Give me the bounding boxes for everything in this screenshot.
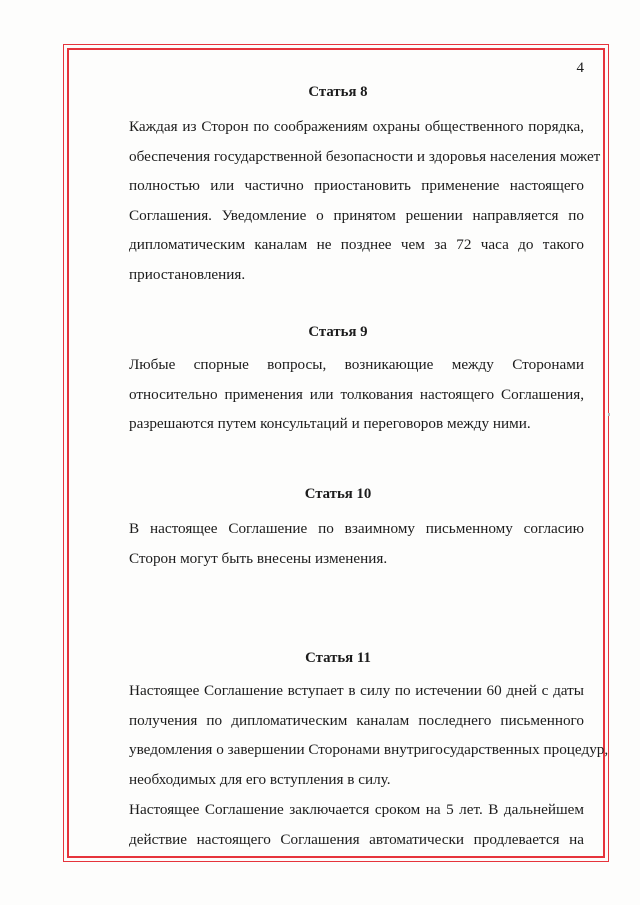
- article-8-line: дипломатическим каналам не позднее чем за 72 часа до такого: [129, 236, 584, 253]
- article-8-title: Статья 8: [308, 84, 368, 100]
- article-11-line: получения по дипломатическим каналам последнего письменного: [129, 711, 584, 729]
- article-11-title: Статья 11: [305, 650, 371, 666]
- article-11-line: Настоящее Соглашение заключается сроком на 5 лет. В дальнейшем: [129, 801, 584, 818]
- article-10-paragraph: [92, 514, 584, 573]
- article-9-paragraph: [92, 350, 584, 439]
- article-9-line: относительно применения или толкования настоящего Соглашения,: [129, 385, 584, 403]
- article-11-line: действие настоящего Соглашения автоматически продлевается на: [129, 830, 584, 848]
- article-10-title: Статья 10: [304, 486, 372, 502]
- article-9-line: Любые спорные вопросы, возникающие между Сторонами: [129, 356, 584, 373]
- scan-speck: [608, 413, 610, 416]
- article-9-line: разрешаются путем консультаций и переговоров между ними.: [129, 415, 531, 432]
- article-10-line: В настоящее Соглашение по взаимному письменному согласию: [129, 520, 584, 537]
- article-8-paragraph: [92, 112, 601, 289]
- article-11-paragraph-1: [92, 676, 609, 794]
- article-8-line: Соглашения. Уведомление о принятом решении направляется по: [129, 206, 584, 224]
- article-10-line: Сторон могут быть внесены изменения.: [129, 549, 388, 567]
- article-11-line: Настоящее Соглашение вступает в силу по истечении 60 дней с даты: [129, 682, 584, 699]
- article-9-title: Статья 9: [308, 324, 368, 340]
- article-11-paragraph-2: [92, 795, 584, 854]
- article-8-line: обеспечения государственной безопасности и здоровья населения может: [129, 147, 601, 165]
- article-11-line: необходимых для его вступления в силу.: [129, 770, 391, 788]
- article-8-line: полностью или частично приостановить применение настоящего: [129, 177, 584, 194]
- article-8-line: приостановления.: [129, 265, 246, 283]
- article-11-line: уведомления о завершении Сторонами внутригосударственных процедур,: [129, 741, 609, 758]
- page-number: 4: [576, 60, 584, 76]
- article-8-line: Каждая из Сторон по соображениям охраны общественного порядка,: [129, 118, 584, 135]
